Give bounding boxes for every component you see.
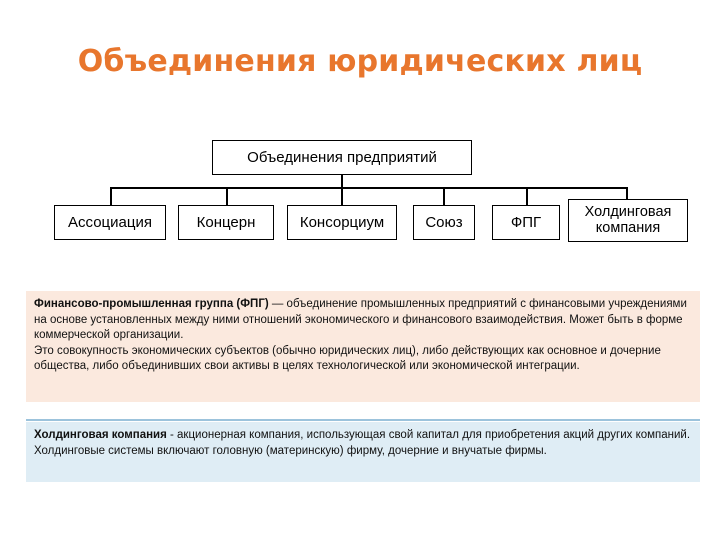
fpg-definition-para1 xyxy=(34,297,692,344)
fpg-definition-para2: Это совокупность экономических субъектов (обычно юридических лиц), либо действующих как основное и дочерние общества, либо объединивших свои активы в целях технологической или экономической интеграции. xyxy=(34,344,661,372)
holding-definition-panel xyxy=(26,422,700,482)
connector-drop-1 xyxy=(110,187,112,206)
node-consortium: Консорциум xyxy=(287,205,397,240)
root-node: Объединения предприятий xyxy=(212,140,472,175)
node-union: Союз xyxy=(413,205,475,240)
node-fpg: ФПГ xyxy=(492,205,560,240)
connector-horizontal xyxy=(110,187,627,189)
node-holding: Холдинговая компания xyxy=(568,199,688,242)
fpg-definition-panel xyxy=(26,291,700,402)
org-diagram xyxy=(0,0,720,260)
node-association: Ассоциация xyxy=(54,205,166,240)
node-concern: Концерн xyxy=(178,205,274,240)
holding-term: Холдинговая компания xyxy=(34,429,167,441)
connector-drop-2 xyxy=(226,187,228,206)
fpg-term: Финансово-промышленная группа (ФПГ) xyxy=(34,298,269,310)
connector-drop-5 xyxy=(526,187,528,206)
connector-root-stem xyxy=(341,174,343,188)
fpg-text1: — объединение промышленных предприятий с финансовыми учреждениями на основе установленных между ними отношений экономического и финансового взаимодействия. Может быть в форме коммерческой организации. xyxy=(34,298,687,341)
connector-drop-4 xyxy=(443,187,445,206)
connector-drop-3 xyxy=(341,187,343,206)
holding-text: - акционерная компания, использующая свой капитал для приобретения акций других компаний. Холдинговые системы включают головную (материнскую) фирму, дочерние и внучатые фирмы. xyxy=(34,429,691,457)
holding-panel-border xyxy=(26,419,700,421)
holding-definition xyxy=(34,428,692,459)
slide-title: Объединения юридических лиц xyxy=(77,44,643,79)
